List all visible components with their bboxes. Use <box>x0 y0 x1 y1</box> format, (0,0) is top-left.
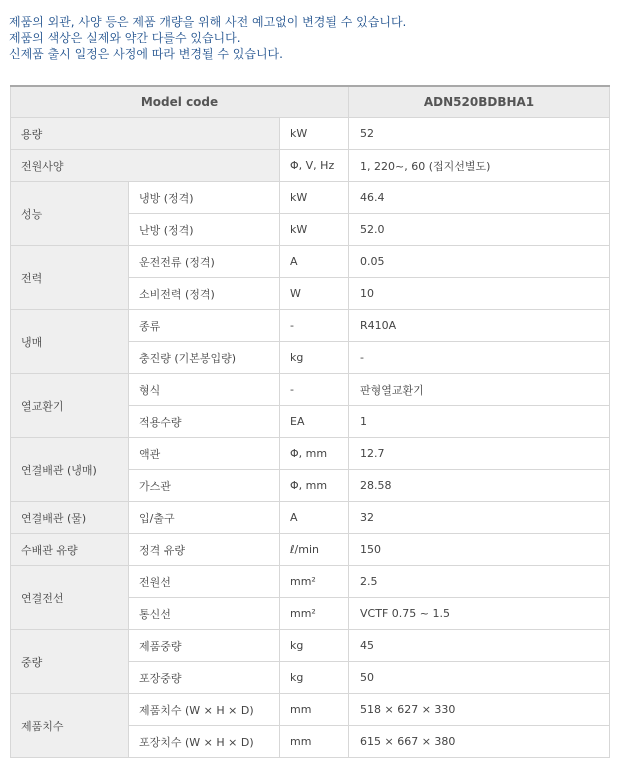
unit-cell: kg <box>280 662 349 694</box>
value-cell: 12.7 <box>349 438 610 470</box>
unit-cell: mm <box>280 726 349 758</box>
unit-cell: EA <box>280 406 349 438</box>
item-cell: 제품중량 <box>129 630 280 662</box>
value-cell: 0.05 <box>349 246 610 278</box>
category-cell: 용량 <box>11 118 280 150</box>
table-row <box>11 246 610 278</box>
unit-cell: kg <box>280 342 349 374</box>
category-cell: 중량 <box>11 630 129 694</box>
item-cell: 액관 <box>129 438 280 470</box>
unit-cell: - <box>280 310 349 342</box>
value-cell: 615 × 667 × 380 <box>349 726 610 758</box>
category-cell: 수배관 유량 <box>11 534 129 566</box>
unit-cell: Φ, mm <box>280 470 349 502</box>
value-cell: 518 × 627 × 330 <box>349 694 610 726</box>
value-cell: VCTF 0.75 ~ 1.5 <box>349 598 610 630</box>
value-cell: 32 <box>349 502 610 534</box>
unit-cell: mm² <box>280 566 349 598</box>
category-cell: 성능 <box>11 182 129 246</box>
item-cell: 정격 유량 <box>129 534 280 566</box>
value-cell: 50 <box>349 662 610 694</box>
unit-cell: mm² <box>280 598 349 630</box>
category-cell: 연결배관 (냉매) <box>11 438 129 502</box>
category-cell: 열교환기 <box>11 374 129 438</box>
table-row <box>11 502 610 534</box>
unit-cell: kW <box>280 214 349 246</box>
value-cell: - <box>349 342 610 374</box>
item-cell: 적용수량 <box>129 406 280 438</box>
item-cell: 냉방 (정격) <box>129 182 280 214</box>
value-cell: R410A <box>349 310 610 342</box>
notice-text <box>9 14 609 62</box>
item-cell: 소비전력 (정격) <box>129 278 280 310</box>
notice-line: 신제품 출시 일정은 사정에 따라 변경될 수 있습니다. <box>9 47 283 61</box>
table-row <box>11 182 610 214</box>
unit-cell: - <box>280 374 349 406</box>
value-cell: 2.5 <box>349 566 610 598</box>
category-cell: 전원사양 <box>11 150 280 182</box>
value-cell: 52.0 <box>349 214 610 246</box>
value-cell: 28.58 <box>349 470 610 502</box>
unit-cell: Φ, mm <box>280 438 349 470</box>
item-cell: 충진량 (기본봉입량) <box>129 342 280 374</box>
model-value-header: ADN520BDBHA1 <box>349 86 610 118</box>
table-row <box>11 630 610 662</box>
value-cell: 45 <box>349 630 610 662</box>
table-row <box>11 534 610 566</box>
unit-cell: W <box>280 278 349 310</box>
value-cell: 10 <box>349 278 610 310</box>
category-cell: 전력 <box>11 246 129 310</box>
item-cell: 통신선 <box>129 598 280 630</box>
value-cell: 46.4 <box>349 182 610 214</box>
unit-cell: ℓ/min <box>280 534 349 566</box>
category-cell: 연결전선 <box>11 566 129 630</box>
spec-table <box>10 85 610 758</box>
table-row <box>11 310 610 342</box>
value-cell: 1, 220~, 60 (접지선별도) <box>349 150 610 182</box>
item-cell: 형식 <box>129 374 280 406</box>
table-row <box>11 374 610 406</box>
value-cell: 52 <box>349 118 610 150</box>
table-row <box>11 566 610 598</box>
unit-cell: A <box>280 502 349 534</box>
unit-cell: kW <box>280 118 349 150</box>
unit-cell: kW <box>280 182 349 214</box>
table-row <box>11 118 610 150</box>
item-cell: 종류 <box>129 310 280 342</box>
notice-line: 제품의 색상은 실제와 약간 다를수 있습니다. <box>9 31 241 45</box>
item-cell: 운전전류 (정격) <box>129 246 280 278</box>
value-cell: 150 <box>349 534 610 566</box>
item-cell: 입/출구 <box>129 502 280 534</box>
model-code-header: Model code <box>11 86 349 118</box>
item-cell: 난방 (정격) <box>129 214 280 246</box>
value-cell: 1 <box>349 406 610 438</box>
table-row <box>11 694 610 726</box>
item-cell: 포장치수 (W × H × D) <box>129 726 280 758</box>
item-cell: 포장중량 <box>129 662 280 694</box>
item-cell: 전원선 <box>129 566 280 598</box>
unit-cell: kg <box>280 630 349 662</box>
table-row <box>11 438 610 470</box>
table-row <box>11 150 610 182</box>
unit-cell: Φ, V, Hz <box>280 150 349 182</box>
category-cell: 제품치수 <box>11 694 129 758</box>
unit-cell: mm <box>280 694 349 726</box>
item-cell: 가스관 <box>129 470 280 502</box>
table-header-row <box>11 86 610 118</box>
notice-line: 제품의 외관, 사양 등은 제품 개량을 위해 사전 예고없이 변경될 수 있습니다. <box>9 15 407 29</box>
unit-cell: A <box>280 246 349 278</box>
category-cell: 연결배관 (물) <box>11 502 129 534</box>
value-cell: 판형열교환기 <box>349 374 610 406</box>
item-cell: 제품치수 (W × H × D) <box>129 694 280 726</box>
category-cell: 냉매 <box>11 310 129 374</box>
